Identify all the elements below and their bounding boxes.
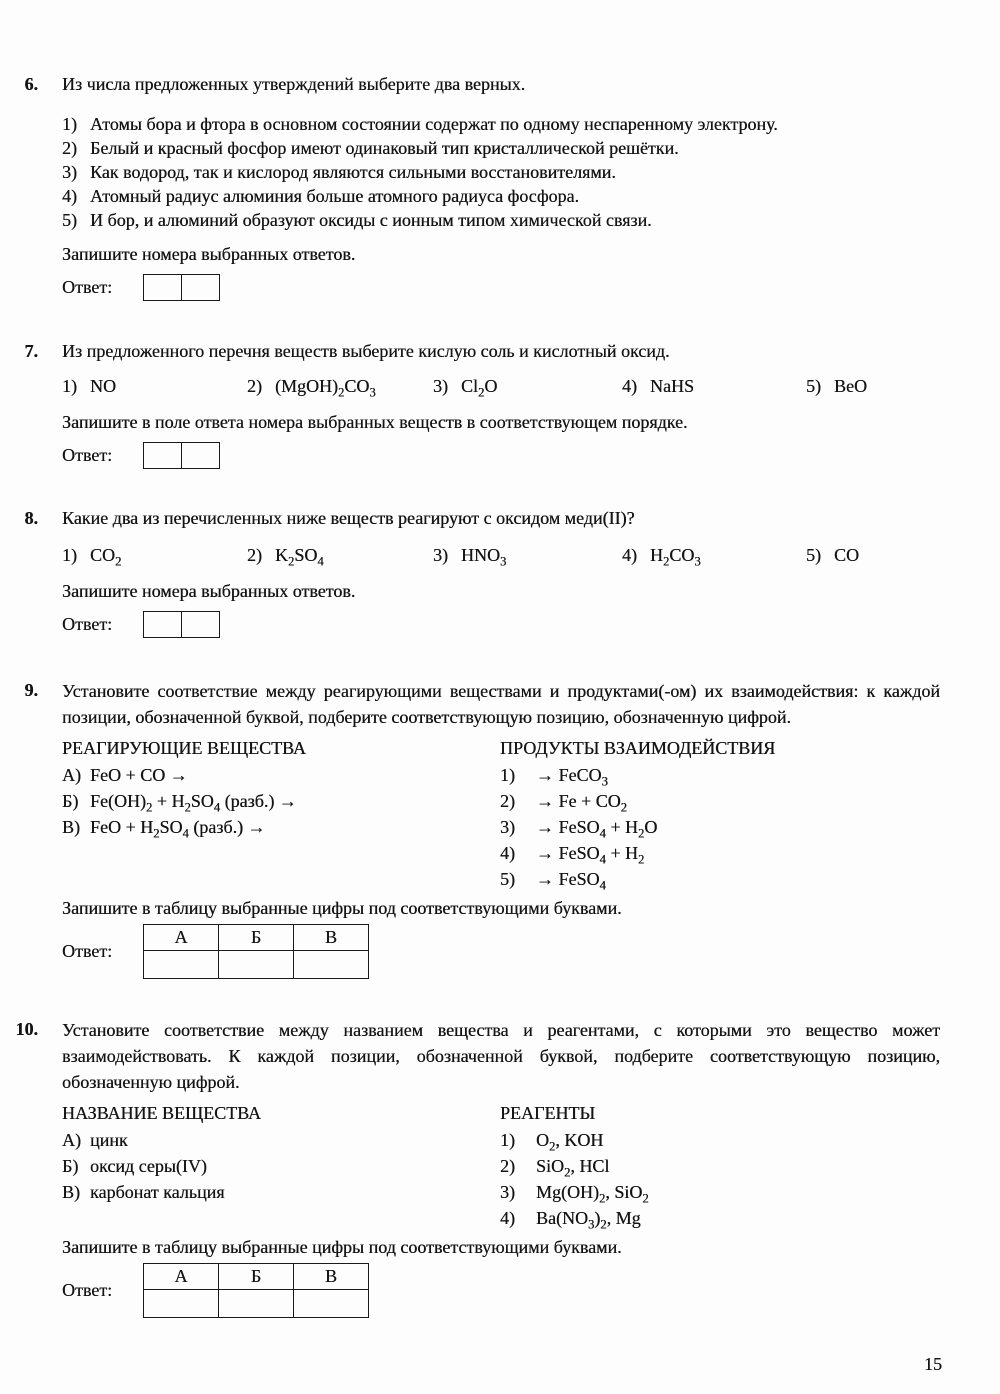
answer-cell-2[interactable] bbox=[181, 611, 220, 638]
item-formula: $O_2$, KOH bbox=[536, 1130, 604, 1154]
match-item bbox=[62, 1127, 500, 1153]
item-marker: 1) bbox=[500, 765, 515, 785]
match-left-column bbox=[62, 1100, 500, 1231]
option bbox=[62, 184, 940, 208]
answer-label: Ответ: bbox=[62, 1280, 113, 1300]
option bbox=[433, 374, 622, 398]
match-item bbox=[500, 866, 940, 892]
question-number: 8. bbox=[24, 508, 38, 528]
option bbox=[62, 543, 247, 567]
matching-columns bbox=[62, 1100, 940, 1231]
option-marker: 2) bbox=[247, 545, 262, 565]
option-marker: 3) bbox=[62, 162, 77, 182]
match-item bbox=[500, 1153, 940, 1179]
match-item bbox=[500, 840, 940, 866]
match-item bbox=[500, 1179, 940, 1205]
question-8 bbox=[8, 506, 940, 638]
option-text: И бор, и алюминий образуют оксиды с ионным типом химической связи. bbox=[90, 210, 652, 230]
option bbox=[247, 374, 433, 398]
answer-table bbox=[143, 1263, 369, 1318]
option bbox=[806, 374, 940, 398]
option-marker: 2) bbox=[62, 138, 77, 158]
option-marker: 5) bbox=[806, 545, 821, 565]
option bbox=[62, 208, 940, 232]
match-item bbox=[62, 1153, 500, 1179]
option-marker: 5) bbox=[62, 210, 77, 230]
item-formula: $Mg(OH)_2$, SiO$_2$ bbox=[536, 1182, 649, 1206]
question-title: Из числа предложенных утверждений выберите два верных. bbox=[62, 74, 526, 94]
answer-cell-b[interactable] bbox=[219, 1290, 294, 1318]
option bbox=[622, 374, 806, 398]
match-item bbox=[500, 1205, 940, 1231]
question-title: Установите соответствие между реагирующими веществами и продуктами(-ом) их взаимодействия: к каждой позиции, обозначенной буквой, подберите соответствующую позицию, обозначенную цифрой. bbox=[62, 681, 940, 727]
option-marker: 4) bbox=[622, 545, 637, 565]
option-marker: 1) bbox=[62, 114, 77, 134]
question-title: Установите соответствие между названием вещества и реагентами, с которыми это вещество может взаимодействовать. К каждой позиции, обозначенной буквой, подберите соответствующую позицию, обозначенную цифрой. bbox=[62, 1020, 940, 1092]
match-right-column bbox=[500, 1100, 940, 1231]
match-left-column bbox=[62, 735, 500, 892]
match-item bbox=[500, 1127, 940, 1153]
item-formula: → FeSO$_4$ bbox=[536, 869, 606, 893]
instruction-text: Запишите в таблицу выбранные цифры под соответствующими буквами. bbox=[62, 898, 622, 918]
column-header: ПРОДУКТЫ ВЗАИМОДЕЙСТВИЯ bbox=[500, 738, 776, 758]
question-number: 6. bbox=[24, 74, 38, 94]
table-header-cell: В bbox=[294, 925, 369, 951]
item-marker: Б) bbox=[62, 791, 79, 811]
option-formula: $Cl_2O$ bbox=[461, 376, 498, 400]
option-formula: $CO_2$ bbox=[90, 545, 122, 569]
match-item bbox=[62, 814, 500, 840]
instruction-text: Запишите в поле ответа номера выбранных веществ в соответствующем порядке. bbox=[62, 412, 688, 432]
answer-cell-v[interactable] bbox=[294, 1290, 369, 1318]
question-title: Из предложенного перечня веществ выберите кислую соль и кислотный оксид. bbox=[62, 341, 670, 361]
answer-cell-2[interactable] bbox=[181, 442, 220, 469]
option-text: Белый и красный фосфор имеют одинаковый тип кристаллической решётки. bbox=[90, 138, 679, 158]
answer-cell-1[interactable] bbox=[143, 611, 182, 638]
answer-row bbox=[62, 442, 940, 469]
instruction-text: Запишите номера выбранных ответов. bbox=[62, 581, 356, 601]
match-item bbox=[62, 1179, 500, 1205]
answer-box bbox=[143, 274, 220, 301]
options-row bbox=[62, 543, 940, 567]
match-item bbox=[500, 788, 940, 814]
option-formula: NaHS bbox=[650, 376, 694, 396]
table-header-cell: А bbox=[144, 925, 219, 951]
option-formula: BeO bbox=[834, 376, 867, 396]
column-header: НАЗВАНИЕ ВЕЩЕСТВА bbox=[62, 1103, 261, 1123]
match-item bbox=[62, 788, 500, 814]
question-6 bbox=[8, 72, 940, 301]
item-formula: FeO + $H_2SO_4$ (разб.) → bbox=[90, 817, 266, 841]
item-marker: 3) bbox=[500, 1182, 515, 1202]
match-item bbox=[62, 762, 500, 788]
answer-row bbox=[62, 1263, 940, 1318]
option-marker: 1) bbox=[62, 376, 77, 396]
item-marker: В) bbox=[62, 1182, 80, 1202]
item-marker: 4) bbox=[500, 843, 515, 863]
table-header-cell: В bbox=[294, 1264, 369, 1290]
answer-cell-1[interactable] bbox=[143, 442, 182, 469]
item-formula: → FeSO$_4$ + $H_2$ bbox=[536, 843, 645, 867]
item-marker: 1) bbox=[500, 1130, 515, 1150]
instruction-text: Запишите в таблицу выбранные цифры под соответствующими буквами. bbox=[62, 1237, 622, 1257]
option bbox=[806, 543, 940, 567]
answer-label: Ответ: bbox=[62, 614, 113, 634]
question-7 bbox=[8, 339, 940, 469]
option bbox=[62, 112, 940, 136]
item-marker: 5) bbox=[500, 869, 515, 889]
item-formula: → $Fe + CO_2$ bbox=[536, 791, 627, 815]
answer-row bbox=[62, 924, 940, 979]
option bbox=[622, 543, 806, 567]
table-header-cell: Б bbox=[219, 1264, 294, 1290]
match-item bbox=[500, 814, 940, 840]
answer-cell-1[interactable] bbox=[143, 274, 182, 301]
options-list bbox=[62, 112, 940, 232]
item-marker: Б) bbox=[62, 1156, 79, 1176]
item-marker: 3) bbox=[500, 817, 515, 837]
answer-cell-v[interactable] bbox=[294, 951, 369, 979]
column-header: РЕАГЕНТЫ bbox=[500, 1103, 596, 1123]
match-item bbox=[500, 762, 940, 788]
item-marker: А) bbox=[62, 1130, 81, 1150]
option-text: Атомы бора и фтора в основном состоянии содержат по одному неспаренному электрону. bbox=[90, 114, 778, 134]
item-formula: → FeSO$_4$ + $H_2O$ bbox=[536, 817, 658, 841]
option-marker: 4) bbox=[622, 376, 637, 396]
option-text: Атомный радиус алюминия больше атомного радиуса фосфора. bbox=[90, 186, 579, 206]
item-formula: $Fe(OH)_2 + H_2SO_4$ (разб.) → bbox=[90, 791, 297, 815]
option-marker: 3) bbox=[433, 376, 448, 396]
option-text: Как водород, так и кислород являются сильными восстановителями. bbox=[90, 162, 616, 182]
answer-box bbox=[143, 611, 220, 638]
item-text: карбонат кальция bbox=[90, 1182, 225, 1202]
option-formula: CO bbox=[834, 545, 860, 565]
item-text: цинк bbox=[90, 1130, 128, 1150]
table-header-cell: А bbox=[144, 1264, 219, 1290]
item-text: оксид серы(IV) bbox=[90, 1156, 207, 1176]
answer-row bbox=[62, 611, 940, 638]
answer-row bbox=[62, 274, 940, 301]
question-number: 10. bbox=[15, 1019, 38, 1039]
instruction-text: Запишите номера выбранных ответов. bbox=[62, 244, 356, 264]
answer-label: Ответ: bbox=[62, 445, 113, 465]
option-formula: $(MgOH)_2CO_3$ bbox=[275, 376, 376, 400]
answer-label: Ответ: bbox=[62, 277, 113, 297]
option bbox=[247, 543, 433, 567]
column-header: РЕАГИРУЮЩИЕ ВЕЩЕСТВА bbox=[62, 738, 306, 758]
option-marker: 3) bbox=[433, 545, 448, 565]
item-marker: 2) bbox=[500, 1156, 515, 1176]
option-formula: $H_2CO_3$ bbox=[650, 545, 701, 569]
matching-columns bbox=[62, 735, 940, 892]
answer-cell-a[interactable] bbox=[144, 1290, 219, 1318]
option-marker: 4) bbox=[62, 186, 77, 206]
option bbox=[62, 160, 940, 184]
table-header-cell: Б bbox=[219, 925, 294, 951]
question-title: Какие два из перечисленных ниже веществ реагируют с оксидом меди(II)? bbox=[62, 508, 635, 528]
option bbox=[433, 543, 622, 567]
answer-cell-2[interactable] bbox=[181, 274, 220, 301]
question-9 bbox=[8, 678, 940, 979]
option bbox=[62, 136, 940, 160]
option-marker: 2) bbox=[247, 376, 262, 396]
answer-label: Ответ: bbox=[62, 941, 113, 961]
option-formula: $HNO_3$ bbox=[461, 545, 507, 569]
option-marker: 5) bbox=[806, 376, 821, 396]
answer-box bbox=[143, 442, 220, 469]
answer-table bbox=[143, 924, 369, 979]
answer-cell-b[interactable] bbox=[219, 951, 294, 979]
item-formula: SiO$_2$, HCl bbox=[536, 1156, 610, 1180]
item-formula: $Ba(NO_3)_2$, Mg bbox=[536, 1208, 641, 1232]
options-row bbox=[62, 374, 940, 398]
option-formula: $K_2SO_4$ bbox=[275, 545, 324, 569]
item-marker: В) bbox=[62, 817, 80, 837]
item-marker: А) bbox=[62, 765, 81, 785]
item-marker: 4) bbox=[500, 1208, 515, 1228]
question-number: 9. bbox=[24, 680, 38, 700]
option-marker: 1) bbox=[62, 545, 77, 565]
option bbox=[62, 374, 247, 398]
page-number: 15 bbox=[924, 1354, 942, 1374]
answer-cell-a[interactable] bbox=[144, 951, 219, 979]
question-number: 7. bbox=[24, 341, 38, 361]
item-formula: FeO + CO → bbox=[90, 765, 188, 785]
option-formula: NO bbox=[90, 376, 116, 396]
item-marker: 2) bbox=[500, 791, 515, 811]
question-10 bbox=[8, 1017, 940, 1318]
item-formula: → FeCO$_3$ bbox=[536, 765, 608, 789]
match-right-column bbox=[500, 735, 940, 892]
